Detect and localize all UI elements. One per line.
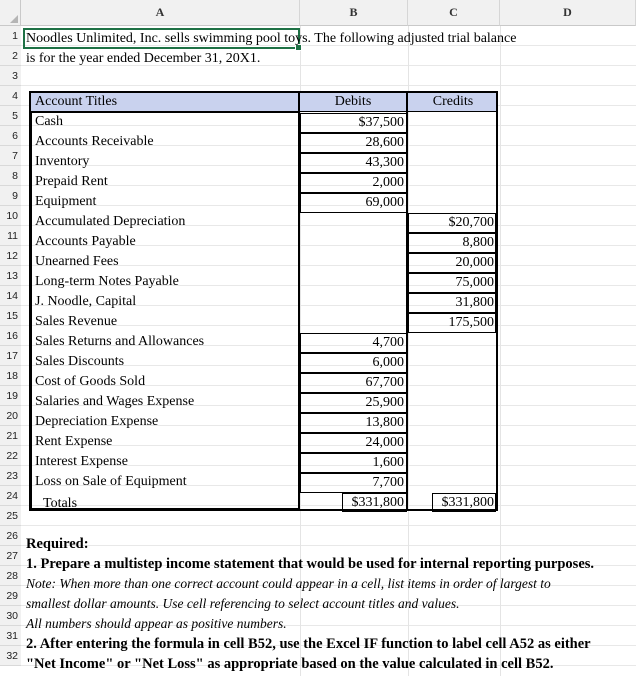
row-header[interactable]: 26: [0, 526, 21, 546]
row-header[interactable]: 32: [0, 646, 21, 666]
credit-value: 8,800: [462, 235, 494, 250]
row-header[interactable]: 27: [0, 546, 21, 566]
row-header[interactable]: 17: [0, 346, 21, 366]
gridline-row: [21, 545, 636, 546]
row-header[interactable]: 11: [0, 226, 21, 246]
header-account-titles: Account Titles: [35, 94, 118, 109]
column-header-a[interactable]: A: [21, 0, 300, 26]
row-header[interactable]: 3: [0, 66, 21, 86]
credit-value: 20,000: [455, 255, 494, 270]
row-header[interactable]: 30: [0, 606, 21, 626]
totals-label: Totals: [43, 496, 78, 511]
row-header[interactable]: 23: [0, 466, 21, 486]
header-debits: Debits: [334, 94, 372, 109]
row-header[interactable]: 1: [0, 26, 21, 46]
row-header[interactable]: 6: [0, 126, 21, 146]
column-header-d[interactable]: D: [500, 0, 636, 26]
account-title: Prepaid Rent: [35, 174, 108, 189]
debit-value: 1,600: [372, 455, 404, 470]
credit-value: 175,500: [448, 315, 494, 330]
debit-value: 67,700: [365, 375, 404, 390]
required-item-1: 1. Prepare a multistep income statement that would be used for internal reporting purposes.: [26, 556, 595, 572]
row-header[interactable]: 25: [0, 506, 21, 526]
required-item-2b: "Net Income" or "Net Loss" as appropriate based on the value calculated in cell B52.: [26, 656, 554, 672]
account-title: Salaries and Wages Expense: [35, 394, 195, 409]
credit-value: 31,800: [455, 295, 494, 310]
debit-value: $37,500: [358, 115, 404, 130]
debit-value: 25,900: [365, 395, 404, 410]
debit-value: 28,600: [365, 135, 404, 150]
account-title: Interest Expense: [35, 454, 128, 469]
required-note-2: smallest dollar amounts. Use cell referencing to select account titles and values.: [26, 596, 460, 611]
row-header[interactable]: 15: [0, 306, 21, 326]
debit-value: 43,300: [365, 155, 404, 170]
row-header[interactable]: 21: [0, 426, 21, 446]
account-title: Sales Revenue: [35, 314, 118, 329]
select-all-corner[interactable]: [0, 0, 21, 26]
debit-value: 2,000: [372, 175, 404, 190]
row-header[interactable]: 14: [0, 286, 21, 306]
column-header-b[interactable]: B: [300, 0, 408, 26]
row-header[interactable]: 10: [0, 206, 21, 226]
account-title: Unearned Fees: [35, 254, 119, 269]
required-note-3: All numbers should appear as positive numbers.: [26, 616, 287, 631]
row-header[interactable]: 19: [0, 386, 21, 406]
header-credits: Credits: [432, 94, 474, 109]
account-title: Sales Discounts: [35, 354, 125, 369]
account-title: Sales Returns and Allowances: [35, 334, 205, 349]
row-header[interactable]: 5: [0, 106, 21, 126]
debit-value: 7,700: [372, 475, 404, 490]
row-header[interactable]: 24: [0, 486, 21, 506]
required-heading: Required:: [26, 536, 89, 552]
account-title: Accumulated Depreciation: [35, 214, 186, 229]
row-header[interactable]: 8: [0, 166, 21, 186]
account-title: Loss on Sale of Equipment: [35, 474, 187, 489]
gridline-row: [21, 85, 636, 86]
row-header[interactable]: 4: [0, 86, 21, 106]
intro-line-2: is for the year ended December 31, 20X1.: [26, 51, 261, 66]
required-note-1: Note: When more than one correct account could appear in a cell, list items in order of largest to: [26, 576, 551, 591]
row-header[interactable]: 16: [0, 326, 21, 346]
row-header[interactable]: 31: [0, 626, 21, 646]
debit-value: 4,700: [372, 335, 404, 350]
credit-value: 75,000: [455, 275, 494, 290]
row-header[interactable]: 28: [0, 566, 21, 586]
row-header[interactable]: 18: [0, 366, 21, 386]
account-title: Cash: [35, 114, 63, 129]
account-title: Accounts Payable: [35, 234, 136, 249]
row-header[interactable]: 2: [0, 46, 21, 66]
totals-credit: $331,800: [441, 495, 494, 510]
account-title: J. Noodle, Capital: [35, 294, 137, 309]
debit-value: 6,000: [372, 355, 404, 370]
required-item-2a: 2. After entering the formula in cell B52, use the Excel IF function to label cell A52 as either: [26, 636, 591, 652]
intro-line-1: Noodles Unlimited, Inc. sells swimming pool toys. The following adjusted trial balance: [26, 31, 517, 46]
account-title: Accounts Receivable: [35, 134, 154, 149]
row-header[interactable]: 12: [0, 246, 21, 266]
credit-value: $20,700: [448, 215, 494, 230]
row-header[interactable]: 22: [0, 446, 21, 466]
row-header[interactable]: 20: [0, 406, 21, 426]
totals-debit: $331,800: [351, 495, 404, 510]
row-header[interactable]: 9: [0, 186, 21, 206]
column-header-c[interactable]: C: [408, 0, 500, 26]
account-title: Cost of Goods Sold: [35, 374, 146, 389]
account-title: Equipment: [35, 194, 97, 209]
row-header[interactable]: 29: [0, 586, 21, 606]
account-title: Long-term Notes Payable: [35, 274, 179, 289]
account-title: Rent Expense: [35, 434, 113, 449]
gridline-row: [21, 525, 636, 526]
debit-value: 24,000: [365, 435, 404, 450]
account-title: Depreciation Expense: [35, 414, 159, 429]
account-title: Inventory: [35, 154, 90, 169]
debit-value: 13,800: [365, 415, 404, 430]
debit-value: 69,000: [365, 195, 404, 210]
row-header[interactable]: 13: [0, 266, 21, 286]
row-header[interactable]: 7: [0, 146, 21, 166]
